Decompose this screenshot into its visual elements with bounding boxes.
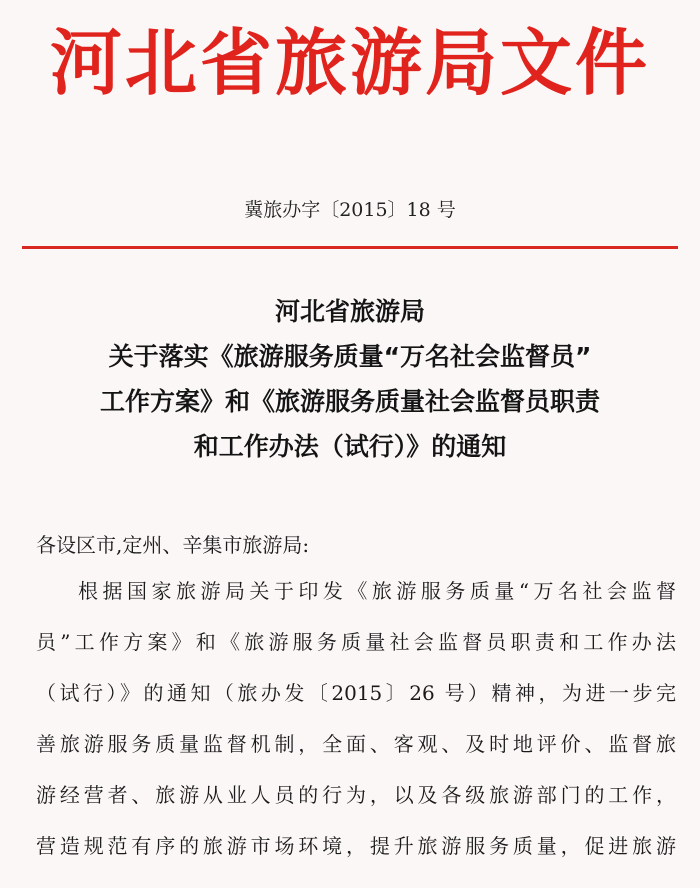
body-paragraph-line: 善旅游服务质量监督机制，全面、客观、及时地评价、监督旅 <box>36 732 676 756</box>
title-line: 河北省旅游局 <box>274 297 425 326</box>
title-line: 和工作办法（试行）》的通知 <box>193 432 507 461</box>
body-paragraph-line: （试行）》的通知（旅办发〔2015〕26 号）精神，为进一步完 <box>36 681 676 705</box>
red-divider-line <box>22 246 678 249</box>
title-line: 工作方案》和《旅游服务质量社会监督员职责 <box>99 387 600 416</box>
body-paragraph-line: 游经营者、旅游从业人员的行为，以及各级旅游部门的工作， <box>36 783 676 807</box>
body-paragraph-line: 根据国家旅游局关于印发《旅游服务质量“万名社会监督 <box>78 579 676 603</box>
body-paragraph-line: 员”工作方案》和《旅游服务质量社会监督员职责和工作办法 <box>36 630 676 654</box>
masthead-title: 河北省旅游局文件 <box>49 21 650 105</box>
salutation: 各设区市,定州、辛集市旅游局: <box>36 533 310 557</box>
notice-title <box>0 289 700 469</box>
document-number: 冀旅办字〔2015〕18 号 <box>244 199 456 221</box>
body-paragraph-line: 营造规范有序的旅游市场环境，提升旅游服务质量，促进旅游 <box>36 834 676 858</box>
title-line: 关于落实《旅游服务质量“万名社会监督员” <box>108 342 592 371</box>
